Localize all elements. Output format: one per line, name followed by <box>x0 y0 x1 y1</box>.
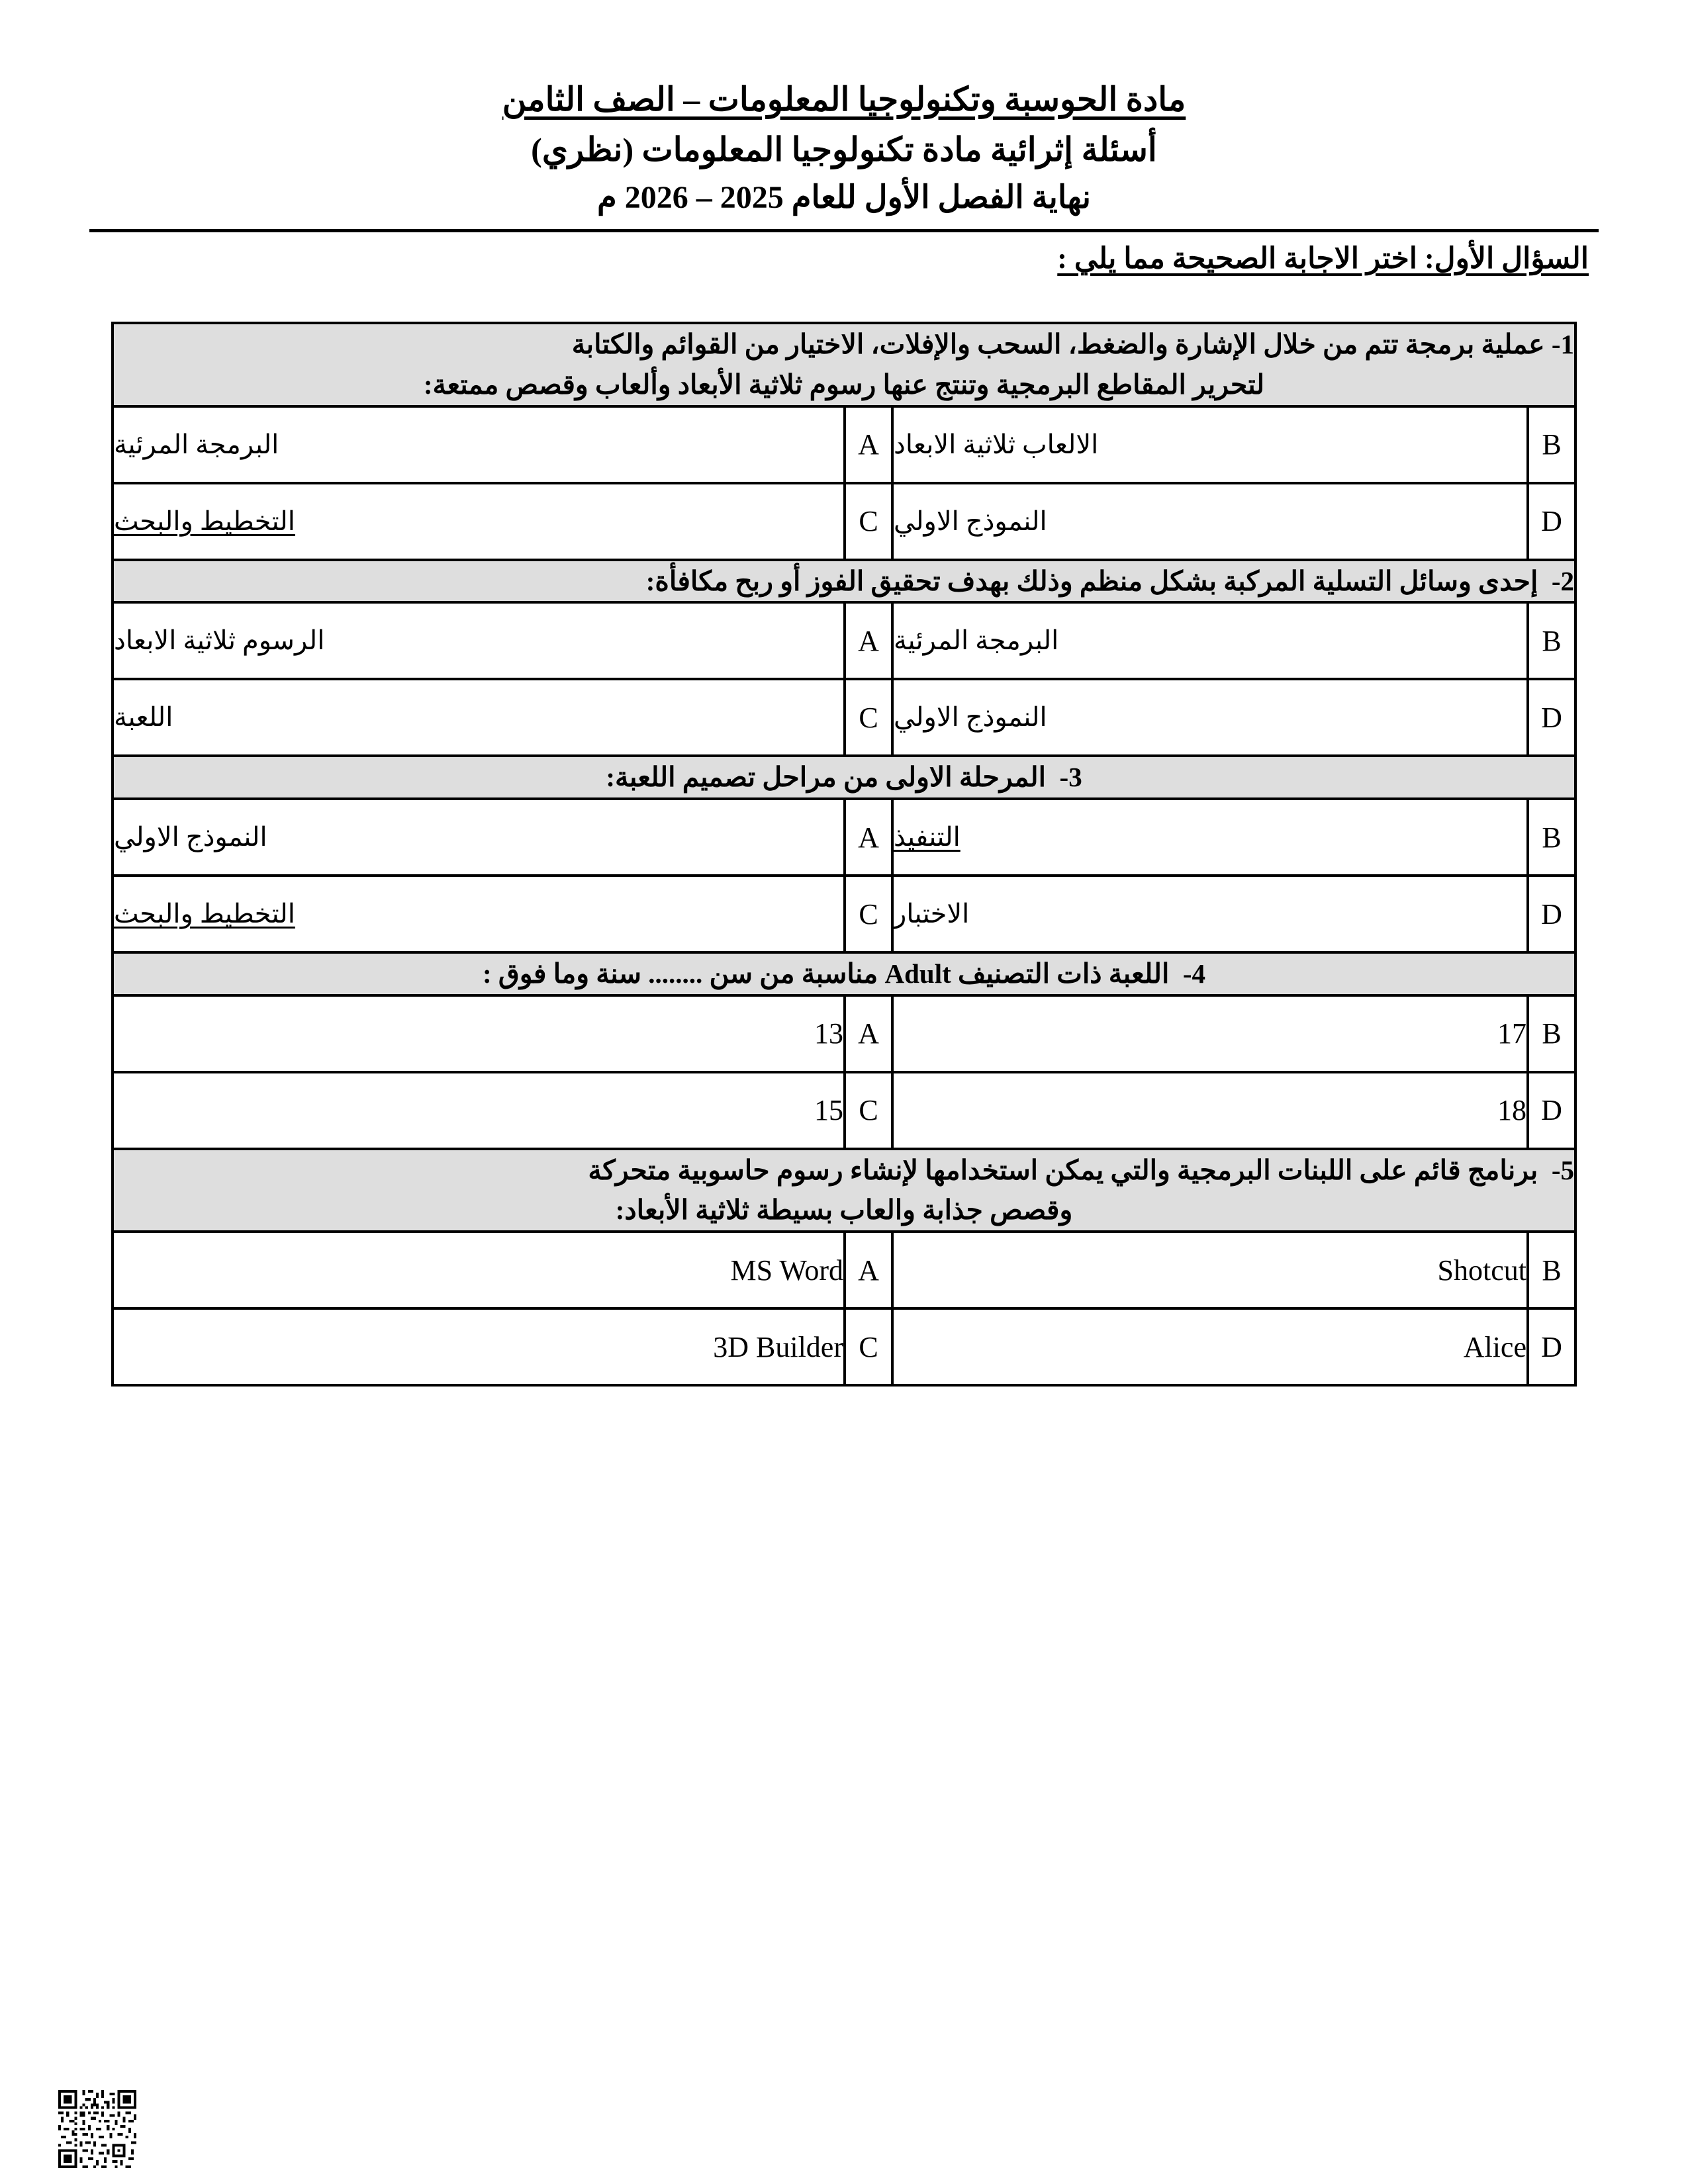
question-stem-row <box>113 1149 1575 1232</box>
question-1-stem-line-2: لتحرير المقاطع البرمجية وتنتج عنها رسوم ثلاثية الأبعاد وألعاب وقصص ممتعة: <box>423 369 1265 400</box>
question-3-stem <box>113 756 1575 799</box>
question-2-option-d-text[interactable]: النموذج الاولي <box>892 679 1528 756</box>
question-2-number: 2- <box>1551 565 1574 596</box>
question-5-number: 5- <box>1551 1154 1574 1185</box>
table-row <box>113 602 1575 679</box>
question-4-option-c-letter: C <box>845 1072 892 1149</box>
question-5-option-c-letter: C <box>845 1308 892 1385</box>
question-3-option-c-text[interactable]: التخطيط والبحث <box>113 876 845 952</box>
question-3-option-a-letter: A <box>845 799 892 876</box>
question-stem-row <box>113 756 1575 799</box>
question-4-option-b-text[interactable]: 17 <box>892 995 1528 1072</box>
document-header <box>0 0 1688 218</box>
table-row <box>113 1072 1575 1149</box>
question-3-option-d-letter: D <box>1528 876 1575 952</box>
table-row <box>113 876 1575 952</box>
question-5-option-d-text[interactable]: Alice <box>892 1308 1528 1385</box>
question-1-option-b-letter: B <box>1528 406 1575 483</box>
question-5-stem <box>113 1149 1575 1232</box>
question-3-option-b-letter: B <box>1528 799 1575 876</box>
header-title-line-1: مادة الحوسبة وتكنولوجيا المعلومات – الصف الثامن <box>502 81 1186 118</box>
question-one-prompt: السؤال الأول: اختر الاجابة الصحيحة مما يلي : <box>1057 242 1589 275</box>
header-title-line-3: نهاية الفصل الأول للعام 2025 – 2026 م <box>597 180 1091 215</box>
question-2-option-a-letter: A <box>845 602 892 679</box>
questions-table-body <box>113 323 1575 1385</box>
question-1-number: 1- <box>1551 329 1574 360</box>
table-row <box>113 406 1575 483</box>
question-5-option-b-letter: B <box>1528 1232 1575 1308</box>
question-5-stem-line-2: وقصص جذابة والعاب بسيطة ثلاثية الأبعاد: <box>615 1195 1073 1226</box>
question-2-stem <box>113 560 1575 603</box>
question-5-option-c-text[interactable]: 3D Builder <box>113 1308 845 1385</box>
question-1-option-a-text[interactable]: البرمجة المرئية <box>113 406 845 483</box>
question-stem-row <box>113 560 1575 603</box>
question-2-option-c-letter: C <box>845 679 892 756</box>
table-row <box>113 995 1575 1072</box>
question-stem-row <box>113 952 1575 995</box>
question-2-option-c-text[interactable]: اللعبة <box>113 679 845 756</box>
question-3-option-c-letter: C <box>845 876 892 952</box>
question-1-stem <box>113 323 1575 406</box>
qr-code-icon <box>58 2090 136 2168</box>
question-1-option-d-letter: D <box>1528 483 1575 560</box>
question-4-option-d-text[interactable]: 18 <box>892 1072 1528 1149</box>
question-1-option-c-letter: C <box>845 483 892 560</box>
table-row <box>113 483 1575 560</box>
table-row <box>113 679 1575 756</box>
question-3-option-b-text[interactable]: التنفيذ <box>892 799 1528 876</box>
question-prompt-row <box>139 232 1688 275</box>
question-4-stem <box>113 952 1575 995</box>
question-5-stem-line-1: 5- برنامج قائم على اللبنات البرمجية والتي يمكن استخدامها لإنشاء رسوم حاسوبية متحركة <box>588 1154 1574 1185</box>
question-2-option-b-letter: B <box>1528 602 1575 679</box>
question-1-option-b-text[interactable]: الالعاب ثلاثية الابعاد <box>892 406 1528 483</box>
question-4-option-c-text[interactable]: 15 <box>113 1072 845 1149</box>
question-5-option-b-text[interactable]: Shotcut <box>892 1232 1528 1308</box>
table-row <box>113 799 1575 876</box>
question-5-option-a-text[interactable]: MS Word <box>113 1232 845 1308</box>
question-4-option-a-letter: A <box>845 995 892 1072</box>
question-1-option-d-text[interactable]: النموذج الاولي <box>892 483 1528 560</box>
question-4-option-d-letter: D <box>1528 1072 1575 1149</box>
question-1-option-c-text[interactable]: التخطيط والبحث <box>113 483 845 560</box>
question-1-stem-line-1: 1- عملية برمجة تتم من خلال الإشارة والضغط، السحب والإفلات، الاختيار من القوائم والكتابة <box>571 329 1574 360</box>
question-2-option-a-text[interactable]: الرسوم ثلاثية الابعاد <box>113 602 845 679</box>
questions-table <box>111 322 1577 1387</box>
question-2-option-d-letter: D <box>1528 679 1575 756</box>
header-title-line-2: أسئلة إثرائية مادة تكنولوجيا المعلومات (نظري) <box>531 131 1157 168</box>
question-3-stem-line-1: 3- المرحلة الاولى من مراحل تصميم اللعبة: <box>606 762 1082 793</box>
question-4-option-a-text[interactable]: 13 <box>113 995 845 1072</box>
question-3-number: 3- <box>1059 762 1082 793</box>
question-5-option-d-letter: D <box>1528 1308 1575 1385</box>
question-2-option-b-text[interactable]: البرمجة المرئية <box>892 602 1528 679</box>
question-4-option-b-letter: B <box>1528 995 1575 1072</box>
question-5-option-a-letter: A <box>845 1232 892 1308</box>
table-row <box>113 1232 1575 1308</box>
question-4-stem-line-1: 4- اللعبة ذات التصنيف Adult مناسبة من سن ........ سنة وما فوق : <box>483 958 1205 989</box>
question-stem-row <box>113 323 1575 406</box>
table-row <box>113 1308 1575 1385</box>
question-4-number: 4- <box>1182 958 1205 989</box>
question-2-stem-line-1: 2- إحدى وسائل التسلية المركبة بشكل منظم وذلك بهدف تحقيق الفوز أو ربح مكافأة: <box>645 565 1574 596</box>
question-3-option-d-text[interactable]: الاختبار <box>892 876 1528 952</box>
question-1-option-a-letter: A <box>845 406 892 483</box>
question-3-option-a-text[interactable]: النموذج الاولي <box>113 799 845 876</box>
